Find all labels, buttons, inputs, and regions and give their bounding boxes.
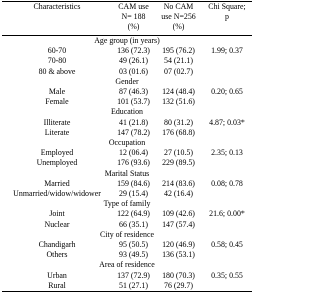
table-body: [2, 36, 252, 292]
section-title-age: Age group (in years): [94, 36, 160, 45]
section-row: [2, 107, 252, 117]
table-row: [2, 128, 252, 138]
cam-value: 66 (35.1): [119, 219, 148, 229]
header-chi-square: [202, 2, 252, 36]
row-label: Married: [44, 178, 70, 188]
cam-value: 137 (72.9): [117, 270, 150, 280]
row-label: Male: [48, 87, 66, 97]
cam-value: 87 (46.3): [119, 87, 148, 97]
table-row: [2, 67, 252, 77]
row-label: Rural: [2, 281, 112, 292]
row-label: Joint: [49, 209, 65, 219]
chi-value: [202, 67, 252, 77]
header-no-cam-line1: No CAM: [163, 2, 194, 11]
row-label: 70-80: [47, 56, 67, 66]
header-chi-line2: p: [225, 12, 229, 22]
section-row: [2, 169, 252, 179]
section-title-gender: Gender: [115, 76, 139, 86]
cam-value: 29 (15.4): [119, 189, 148, 199]
chi-value: 0.35; 0.55: [211, 270, 243, 280]
section-title-city: City of residence: [100, 229, 154, 239]
no-cam-value: 76 (29.7): [155, 281, 202, 292]
cam-value: 136 (72.3): [117, 46, 150, 56]
no-cam-value: 07 (02.7): [164, 66, 193, 76]
cam-value: 49 (26.1): [119, 56, 148, 66]
table-row: [2, 97, 252, 107]
table-header: [2, 2, 252, 36]
no-cam-value: 124 (48.4): [162, 87, 195, 97]
table-row: [2, 189, 252, 199]
table-row: [2, 281, 252, 292]
table-row: [2, 87, 252, 97]
chi-value: [202, 220, 252, 230]
chi-value: [202, 250, 252, 260]
chi-value: 0.20; 0.65: [211, 87, 243, 97]
table-row: [2, 118, 252, 128]
no-cam-value: 109 (42.6): [162, 209, 195, 219]
table-row: [2, 271, 252, 281]
cam-value: 176 (93.6): [117, 158, 150, 168]
row-label: Chandigarh: [38, 240, 76, 250]
section-row: [2, 199, 252, 209]
header-chi-line1: Chi Square;: [208, 2, 246, 11]
no-cam-value: 195 (76.2): [162, 46, 195, 56]
row-label: Unemployed: [36, 158, 78, 168]
cam-value: 51 (27.1): [112, 281, 155, 292]
no-cam-value: 214 (83.6): [162, 178, 195, 188]
section-title-occupation: Occupation: [108, 138, 146, 148]
chi-value: 0.08; 0.78: [211, 178, 243, 188]
cam-value: 12 (06.4): [119, 148, 148, 158]
row-label: Employed: [40, 148, 74, 158]
section-row: [2, 260, 252, 270]
chi-value: 21.6; 0.00*: [209, 209, 245, 219]
cam-value: 159 (84.6): [117, 178, 150, 188]
characteristics-table: [2, 1, 252, 292]
table-row: [2, 240, 252, 250]
chi-value: [202, 128, 252, 138]
cam-value: 101 (53.7): [117, 97, 150, 107]
cam-value: 03 (01.6): [119, 66, 148, 76]
header-no-cam-line2: use N=256: [161, 12, 196, 22]
chi-value: 0.58; 0.45: [211, 240, 243, 250]
row-label: Literate: [44, 127, 70, 137]
row-label: Others: [46, 250, 68, 260]
header-no-cam-use: [155, 2, 202, 36]
section-title-marital: Marital Status: [104, 168, 150, 178]
header-cam-use-line3: (%): [127, 22, 140, 32]
no-cam-value: 136 (53.1): [162, 250, 195, 260]
section-row: [2, 230, 252, 240]
cam-value: 122 (64.9): [117, 209, 150, 219]
no-cam-value: 54 (21.1): [164, 56, 193, 66]
chi-value: 4.87; 0.03*: [209, 117, 245, 127]
section-row: [2, 138, 252, 148]
header-cam-use: [112, 2, 155, 36]
header-cam-use-line1: CAM use: [118, 2, 149, 11]
no-cam-value: 42 (16.4): [164, 189, 193, 199]
no-cam-value: 80 (31.2): [164, 117, 193, 127]
row-label: Illiterate: [43, 117, 71, 127]
row-label: Urban: [47, 270, 67, 280]
no-cam-value: 27 (10.5): [164, 148, 193, 158]
chi-value: 2.35; 0.13: [211, 148, 243, 158]
table-row: [2, 209, 252, 219]
no-cam-value: 180 (70.3): [162, 270, 195, 280]
table-row: [2, 148, 252, 158]
header-no-cam-line3: (%): [172, 22, 185, 32]
table-row: [2, 179, 252, 189]
row-label: 60-70: [47, 46, 67, 56]
chi-value: [202, 281, 252, 292]
section-row: [2, 77, 252, 87]
header-characteristics: Characteristics: [2, 2, 112, 36]
chi-value: [202, 97, 252, 107]
table-row: [2, 220, 252, 230]
table-row: [2, 56, 252, 66]
table-row: [2, 158, 252, 168]
section-title-family: Type of family: [103, 199, 151, 209]
chi-value: [202, 56, 252, 66]
chi-value: [202, 158, 252, 168]
cam-value: 95 (50.5): [119, 240, 148, 250]
no-cam-value: 229 (89.5): [162, 158, 195, 168]
header-cam-use-line2: N= 188: [121, 12, 146, 22]
table-row: [2, 250, 252, 260]
section-title-area: Area of residence: [99, 260, 155, 270]
chi-value: [202, 189, 252, 199]
no-cam-value: 132 (51.6): [162, 97, 195, 107]
cam-value: 41 (21.8): [119, 117, 148, 127]
no-cam-value: 147 (57.4): [162, 219, 195, 229]
row-label: 80 & above: [38, 66, 76, 76]
table-row: [2, 46, 252, 56]
section-row: [2, 36, 252, 47]
chi-value: 1.99; 0.37: [211, 46, 243, 56]
cam-value: 93 (49.5): [119, 250, 148, 260]
row-label: Unmarried/widow/widower: [13, 189, 101, 199]
row-label: Female: [45, 97, 69, 107]
no-cam-value: 176 (68.8): [162, 127, 195, 137]
no-cam-value: 120 (46.9): [162, 240, 195, 250]
row-label: Nuclear: [44, 219, 70, 229]
cam-value: 147 (78.2): [117, 127, 150, 137]
section-title-education: Education: [111, 107, 143, 117]
